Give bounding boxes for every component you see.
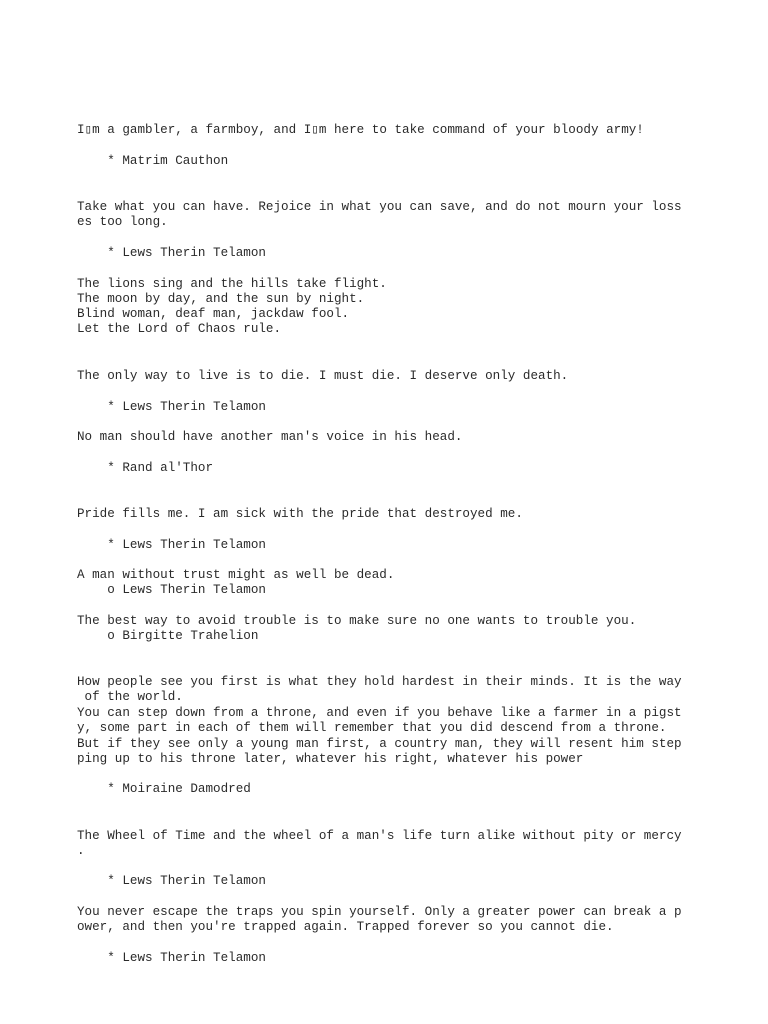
quote-line: I▯m a gambler, a farmboy, and I▯m here to take command of your bloody army! (77, 123, 644, 137)
attribution-line: * Lews Therin Telamon (77, 538, 266, 552)
attribution-line: * Lews Therin Telamon (77, 951, 266, 965)
quote-line: No man should have another man's voice in his head. (77, 430, 463, 444)
quote-line: of the world. (77, 690, 183, 704)
quote-line: Take what you can have. Rejoice in what you can save, and do not mourn your loss (77, 200, 682, 214)
quote-line: Blind woman, deaf man, jackdaw fool. (77, 307, 350, 321)
attribution-line: o Birgitte Trahelion (77, 629, 259, 643)
attribution-line: * Lews Therin Telamon (77, 874, 266, 888)
attribution-line: o Lews Therin Telamon (77, 583, 266, 597)
quote-line: . (77, 844, 85, 858)
quote-line: ower, and then you're trapped again. Trapped forever so you cannot die. (77, 920, 614, 934)
quote-line: ping up to his throne later, whatever his right, whatever his power (77, 752, 584, 766)
attribution-line: * Lews Therin Telamon (77, 400, 266, 414)
quote-line: The lions sing and the hills take flight. (77, 277, 387, 291)
quote-line: The moon by day, and the sun by night. (77, 292, 365, 306)
quote-line: es too long. (77, 215, 168, 229)
quote-line: Pride fills me. I am sick with the pride that destroyed me. (77, 507, 523, 521)
attribution-line: * Rand al'Thor (77, 461, 214, 475)
quote-line: Let the Lord of Chaos rule. (77, 322, 282, 336)
quote-line: y, some part in each of them will remember that you did descend from a throne. (77, 721, 667, 735)
quote-line: The Wheel of Time and the wheel of a man's life turn alike without pity or mercy (77, 829, 682, 843)
attribution-line: * Lews Therin Telamon (77, 246, 266, 260)
quote-line: How people see you first is what they hold hardest in their minds. It is the way (77, 675, 682, 689)
attribution-line: * Matrim Cauthon (77, 154, 229, 168)
quote-line: A man without trust might as well be dead. (77, 568, 395, 582)
quote-line: You can step down from a throne, and even if you behave like a farmer in a pigst (77, 706, 682, 720)
quote-line: But if they see only a young man first, a country man, they will resent him step (77, 737, 682, 751)
quote-line: The best way to avoid trouble is to make sure no one wants to trouble you. (77, 614, 637, 628)
quote-line: You never escape the traps you spin yourself. Only a greater power can break a p (77, 905, 682, 919)
attribution-line: * Moiraine Damodred (77, 782, 251, 796)
quote-line: The only way to live is to die. I must die. I deserve only death. (77, 369, 569, 383)
